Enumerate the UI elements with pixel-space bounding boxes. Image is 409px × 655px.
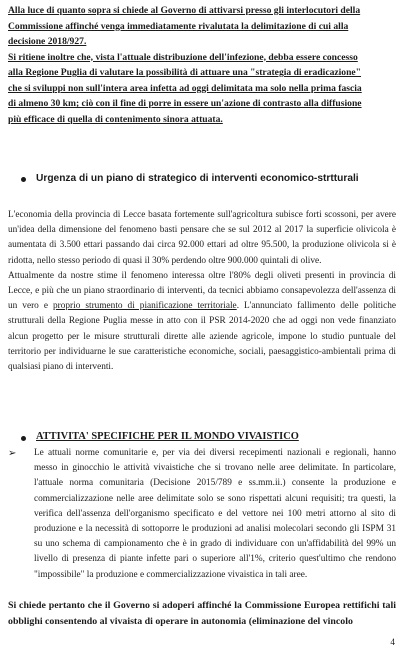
section-economic-plan-body: [8, 208, 396, 375]
intro-line: che si sviluppi non sull'intera area infetta ad oggi delimitata ma solo nella prima fascia: [8, 82, 362, 94]
section-heading-nursery: ATTIVITA' SPECIFICHE PER IL MONDO VIVAISTICO: [36, 431, 299, 442]
planning-text-end: . L'annunciato fallimento delle politiche strutturali della Regione Puglia messe in atto con il PSR 2014-2020 che ad oggi non vede finanziato alcun progetto per le misure strutturali dirette alle aziende agricole, impone lo studio puntuale del territorio per individuarne le sue caratteristiche economiche, sociali, paesaggistico-ambientali prima di qualsiasi piano di interventi.: [8, 301, 396, 373]
bullet-icon: [21, 177, 26, 182]
planning-paragraph: [8, 269, 396, 375]
intro-line: Commissione affinché venga immediatamente rivalutata la delimitazione di cui alla: [8, 20, 349, 32]
section-heading-economic-plan: Urgenza di un piano di strategico di interventi economico-strtturali: [36, 173, 359, 184]
intro-line: Si ritiene inoltre che, vista l'attuale distribuzione dell'infezione, debba essere concesso: [8, 51, 358, 63]
closing-request-paragraph: Si chiede pertanto che il Governo si adoperi affinché la Commissione Europea rettifichi tali obblighi consentendo al vivaista di operare in autonomia (eliminazione del vincolo: [8, 600, 396, 627]
intro-line: alla Regione Puglia di valutare la possibilità di attuare una "strategia di eradicazione": [8, 67, 362, 78]
intro-line: decisione 2018/927.: [8, 36, 87, 47]
page-number: 4: [390, 637, 395, 647]
intro-line: di almeno 30 km; ciò con il fine di porre in essere un'azione di contrasto alla diffusione: [8, 98, 362, 109]
economy-paragraph: L'economia della provincia di Lecce basata fortemente sull'agricoltura subisce forti scossoni, per avere un'idea della dimensione del fenomeno basti pensare che se sul 2012 al 2017 la superficie olivicola è aumentata di 3.500 ettari passando dai circa 92.000 ettari ad oltre 95.500, la produzione olivicola si è ridotta, nello stesso periodo di quasi il 30% perdendo oltre 900.000 quintali di olive.: [8, 210, 396, 266]
section-nursery-body: [8, 446, 396, 583]
planning-text-underlined: proprio strumento di pianificazione territoriale: [52, 301, 237, 312]
intro-line: Alla luce di quanto sopra si chiede al Governo di attivarsi presso gli interlocutori della: [8, 5, 361, 16]
arrow-bullet-icon: ➢: [8, 448, 17, 459]
nursery-paragraph: Le attuali norme comunitarie e, per via dei diversi recepimenti nazionali e regionali, hanno messo in ginocchio le attività vivaistiche che si trovano nelle aree delimitate. In particolare, l'attuale norma comunitaria (Decisione 2015/789 e ss.mm.ii.) consente la produzione e commercializzazione nelle aree delimitate solo se sono rispettati alcuni requisiti; tra questi, la verifica dell'assenza dell'organismo specificato e del vettore nei 100 metri attorno al sito di produzione e la necessità di sottoporre le produzioni ad analisi molecolari secondo gli ISPM 31 su uno schema di campionamento che è in grado di individuare con un'affidabilità del 99% un livello di presenza di piante infette pari o superiore all'1%, criterio quest'ultimo che rendono "impossibile" la produzione e commercializzazione vivaistica in tali aree.: [34, 448, 396, 580]
bullet-icon: [21, 436, 26, 441]
intro-request-paragraph: [8, 3, 396, 127]
intro-line: più efficace di quella di contenimento sinora attuata.: [8, 113, 223, 125]
planning-text-start: Attualmente da nostre stime il fenomeno interessa oltre l'80% degli oliveti presenti in provincia di Lecce, e più che un piano straordinario di interventi, da tecnici abbiamo consapevolezza dell'assenza di un vero e: [8, 270, 396, 312]
